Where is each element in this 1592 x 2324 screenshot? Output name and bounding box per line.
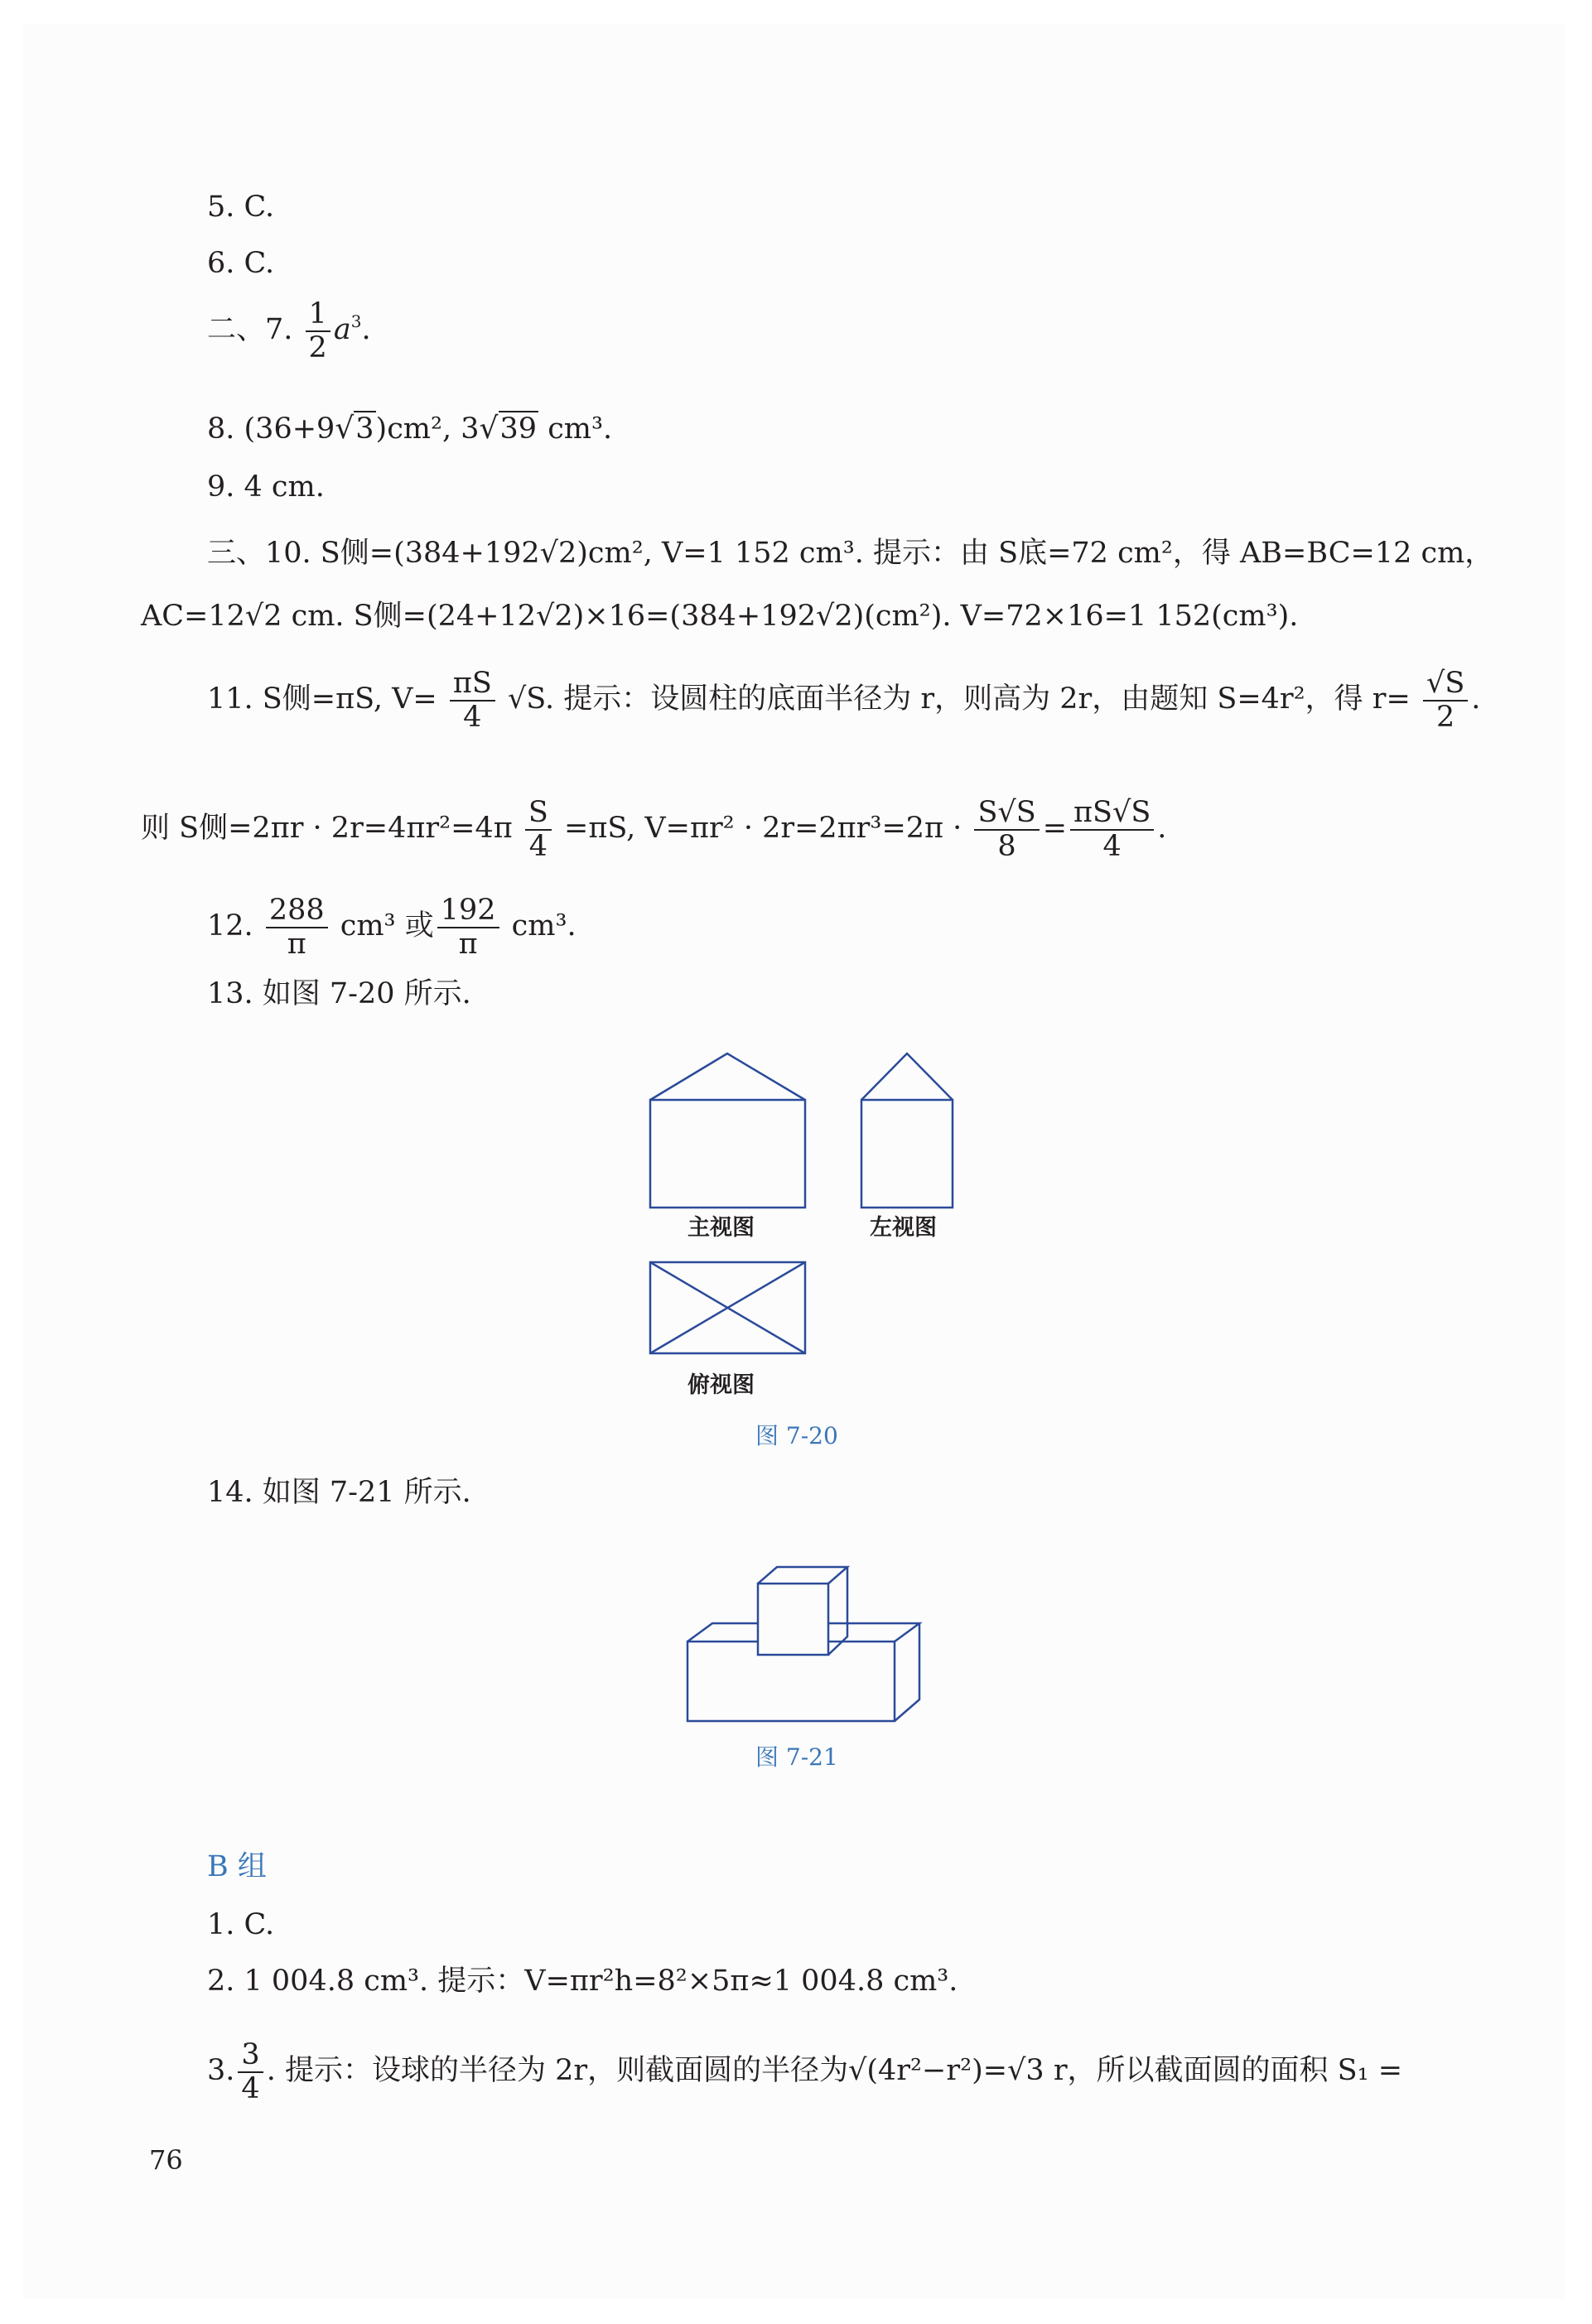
group-b-heading: B 组 bbox=[207, 1850, 267, 1883]
answer-10-line1: 三、10. S侧=(384+192√2)cm², V=1 152 cm³. 提示：由 S底=72 cm²，得 AB=BC=12 cm， bbox=[207, 537, 1494, 570]
answer-13: 13. 如图 7-20 所示. bbox=[207, 977, 471, 1010]
figure-7-21-caption: 图 7-21 bbox=[755, 1743, 838, 1771]
b-answer-3-text: . 提示：设球的半径为 2r，则截面圆的半径为√(4r²−r²)=√3 r，所以截面圆的面积 S₁ = bbox=[266, 2054, 1403, 2087]
answer-11-line2-b: =πS, V=πr² · 2r=2πr³=2π · bbox=[564, 812, 962, 845]
answer-11-line2: 则 S侧=2πr · 2r=4πr²=4π $\frac{S}{4}$ =πS, V=πr² · 2r=2πr³=2π · $\frac{S√S}{8}$ = $\frac{\pi S√S}{4}$ . bbox=[141, 796, 1167, 863]
answer-11-frac-s4: $\frac{S}{4}$ bbox=[525, 797, 552, 862]
b-answer-3-fraction: $\frac{3}{4}$ bbox=[238, 2039, 263, 2105]
left-view-label: 左视图 bbox=[870, 1215, 937, 1241]
figure-7-21 bbox=[679, 1542, 928, 1724]
answer-11-frac-ssqrt8: $\frac{S√S}{8}$ bbox=[974, 797, 1039, 862]
b-answer-2: 2. 1 004.8 cm³. 提示：V=πr²h=8²×5π≈1 004.8 cm³. bbox=[207, 1965, 958, 1998]
cube-top-face bbox=[758, 1567, 847, 1584]
cube-front-face bbox=[758, 1584, 828, 1655]
answer-11-text-b: √S. 提示：设圆柱的底面半径为 r，则高为 2r，由题知 S=4r²，得 r= bbox=[507, 682, 1411, 716]
answer-11-text-a: 11. S侧=πS, V= bbox=[207, 682, 437, 716]
answer-12-prefix: 12. bbox=[207, 909, 253, 943]
answer-12 bbox=[207, 894, 576, 960]
answer-8-part1: 8. (36+9 bbox=[207, 412, 335, 446]
answer-11-line1: 11. S侧=πS, V= $\frac{\pi S}{4}$ √S. 提示：设圆柱的底面半径为 r，则高为 2r，由题知 S=4r²，得 r= $\frac{√S}{2}$ . bbox=[207, 667, 1481, 734]
answer-8: 8. (36+9√3)cm², 3√39 cm³. bbox=[207, 412, 613, 446]
answer-14: 14. 如图 7-21 所示. bbox=[207, 1476, 471, 1509]
answer-11-line2-a: 则 S侧=2πr · 2r=4πr²=4π bbox=[141, 812, 513, 845]
answer-8-part3: cm³. bbox=[548, 412, 613, 446]
answer-8-part2: )cm², 3 bbox=[375, 412, 480, 446]
front-view-label: 主视图 bbox=[687, 1215, 755, 1241]
answer-7: 二、7. $\frac{1}{2}$ $a^3$. bbox=[207, 297, 371, 364]
answer-11-frac-pissqrt4: $\frac{\pi S√S}{4}$ bbox=[1070, 797, 1154, 862]
front-view-body bbox=[650, 1100, 805, 1208]
answer-11-frac-r: $\frac{√S}{2}$ bbox=[1423, 668, 1468, 733]
answer-12-end: cm³. bbox=[511, 909, 576, 943]
b-answer-3 bbox=[207, 2039, 1402, 2105]
answer-12-frac1: $\frac{288}{\pi}$ bbox=[266, 894, 328, 960]
front-view-roof bbox=[650, 1054, 805, 1100]
answer-7-fraction: $\frac{1}{2}$ bbox=[306, 298, 330, 364]
answer-5: 5. C. bbox=[207, 190, 275, 224]
answer-10-line2: AC=12√2 cm. S侧=(24+12√2)×16=(384+192√2)(cm²). V=72×16=1 152(cm³). bbox=[141, 600, 1299, 633]
answer-12-frac2: $\frac{192}{\pi}$ bbox=[437, 894, 499, 960]
answer-9: 9. 4 cm. bbox=[207, 470, 325, 504]
answer-11-frac-v: $\frac{\pi S}{4}$ bbox=[450, 668, 495, 733]
figure-7-20-caption: 图 7-20 bbox=[755, 1422, 838, 1449]
left-view-roof bbox=[861, 1054, 953, 1100]
answer-7-prefix: 二、7. bbox=[207, 313, 293, 346]
answer-12-mid: cm³ 或 bbox=[340, 909, 434, 943]
top-view-label: 俯视图 bbox=[687, 1372, 755, 1398]
b-answer-3-prefix: 3. bbox=[207, 2054, 235, 2087]
left-view-body bbox=[861, 1100, 953, 1208]
b-answer-1: 1. C. bbox=[207, 1908, 275, 1941]
answer-7-var: a bbox=[333, 313, 351, 346]
page-number: 76 bbox=[149, 2144, 183, 2176]
answer-6: 6. C. bbox=[207, 247, 275, 280]
